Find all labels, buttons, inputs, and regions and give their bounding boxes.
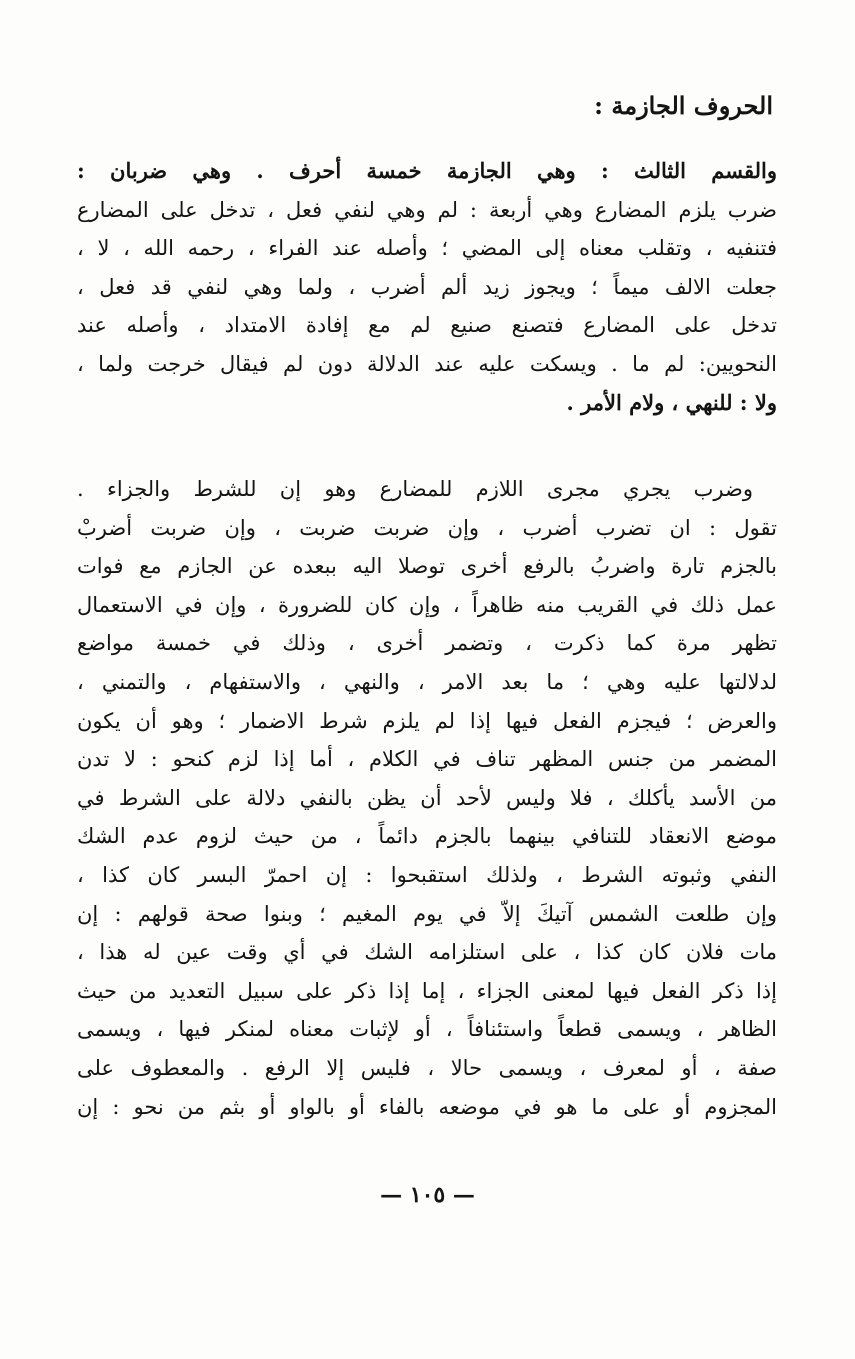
- text-line: المضمر من جنس المظهر تناف في الكلام ، أما إذا لزم كنحو : لا تدن: [77, 747, 777, 772]
- text-line: بالجزم تارة واضربُ بالرفع أخرى توصلا اليه ببعده عن الجازم مع فوات: [77, 554, 777, 579]
- text-line: تظهر مرة كما ذكرت ، وتضمر أخرى ، وذلك في خمسة مواضع: [77, 631, 777, 656]
- text-line: لدلالتها عليه وهي ؛ ما بعد الامر ، والنهي ، والاستفهام ، والتمني ،: [77, 669, 777, 694]
- paragraph-1: [77, 152, 777, 422]
- text-line: المجزوم أو على ما هو في موضعه بالفاء أو بالواو أو بثم من نحو : إن: [77, 1094, 777, 1119]
- text-line: إذا ذكر الفعل فيها لمعنى الجزاء ، إما إذا ذكر على سبيل التعديد من حيث: [77, 978, 777, 1003]
- text-line: ولا : للنهي ، ولام الأمر .: [566, 389, 777, 415]
- text-line: فتنفيه ، وتقلب معناه إلى المضي ؛ وأصله عند الفراء ، رحمه الله ، لا ،: [77, 236, 777, 261]
- paragraph-2: [77, 470, 777, 1126]
- text-line: مات فلان كان كذا ، على استلزامه الشك في أي وقت عين له هذا ،: [77, 940, 777, 965]
- text-line: عمل ذلك في القريب منه ظاهراً ، وإن كان للضرورة ، وإن في الاستعمال: [77, 592, 777, 617]
- text-line: وإن طلعت الشمس آتيكَ إلاّ في يوم المغيم ؛ وبنوا صحة قولهم : إن: [77, 901, 777, 926]
- text-line: والقسم الثالث : وهي الجازمة خمسة أحرف . وهي ضربان :: [77, 158, 777, 183]
- page-number: — ١٠٥ —: [380, 1182, 475, 1208]
- section-heading: الحروف الجازمة :: [594, 91, 773, 120]
- text-line: صفة ، أو لمعرف ، ويسمى حالا ، فليس إلا الرفع . والمعطوف على: [77, 1055, 777, 1080]
- text-line: تقول : ان تضرب أضرب ، وإن ضربت ضربت ، وإن ضربت أضربْ: [77, 515, 777, 540]
- text-line: النفي وثبوته الشرط ، ولذلك استقبحوا : إن احمرّ البسر كان كذا ،: [77, 862, 777, 887]
- text-line: تدخل على المضارع فتصنع صنيع لم مع إفادة الامتداد ، وأصله عند: [77, 313, 777, 338]
- text-line: من الأسد يأكلك ، فلا وليس لأحد أن يظن بالنفي دلالة على الشرط في: [77, 785, 777, 810]
- text-line: الظاهر ، ويسمى قطعاً واستئنافاً ، أو لإثبات معناه لمنكر فيها ، ويسمى: [77, 1017, 777, 1042]
- text-line: النحويين: لم ما . ويسكت عليه عند الدلالة دون لم فيقال خرجت ولما ،: [77, 351, 777, 376]
- text-line: وضرب يجري مجرى اللازم للمضارع وهو إن للشرط والجزاء .: [77, 477, 753, 501]
- text-line: والعرض ؛ فيجزم الفعل فيها إذا لم يلزم شرط الاضمار ؛ وهو أن يكون: [77, 708, 777, 733]
- text-line: جعلت الالف ميماً ؛ ويجوز زيد ألم أضرب ، ولما وهي لنفي قد فعل ،: [77, 274, 777, 299]
- text-line: ضرب يلزم المضارع وهي أربعة : لم وهي لنفي فعل ، تدخل على المضارع: [77, 197, 777, 222]
- text-line: موضع الانعقاد للتنافي بينهما بالجزم دائماً ، من حيث لزوم عدم الشك: [77, 824, 777, 849]
